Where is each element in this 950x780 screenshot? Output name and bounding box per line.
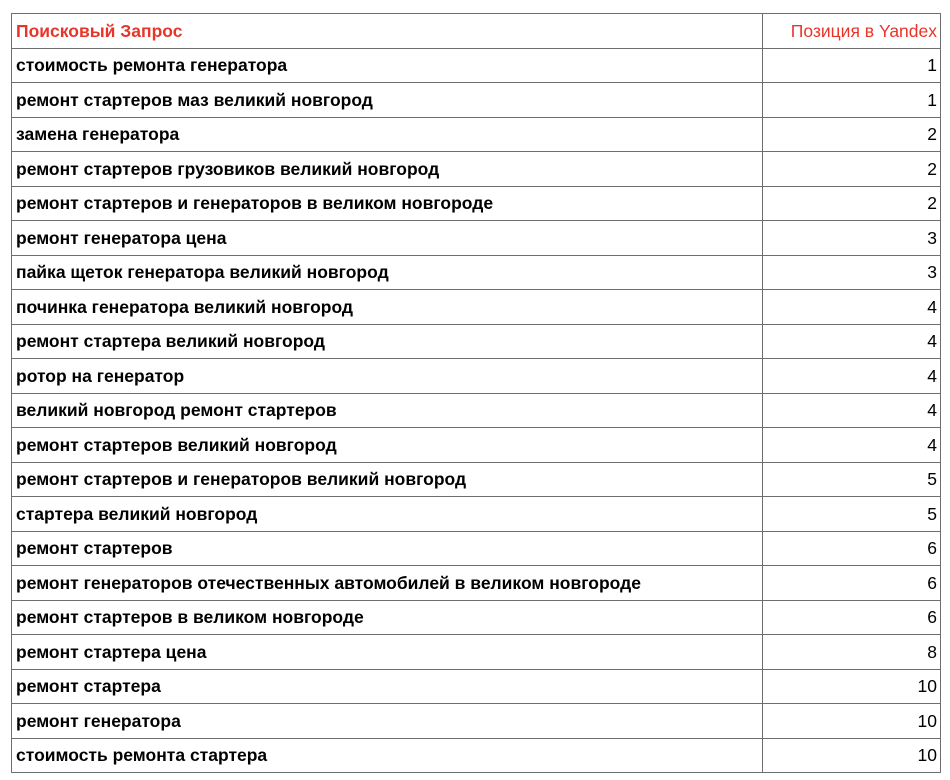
table-row xyxy=(12,117,941,152)
rankings-table xyxy=(11,13,941,773)
query-cell: великий новгород ремонт стартеров xyxy=(12,393,763,428)
position-cell: 4 xyxy=(763,324,941,359)
query-cell: стартера великий новгород xyxy=(12,497,763,532)
table-row xyxy=(12,255,941,290)
header-query-cell: Поисковый Запрос xyxy=(12,14,763,49)
table-row xyxy=(12,566,941,601)
table-row xyxy=(12,48,941,83)
rankings-table-container xyxy=(11,13,941,773)
position-cell: 4 xyxy=(763,359,941,394)
table-row xyxy=(12,704,941,739)
table-row xyxy=(12,359,941,394)
position-cell: 10 xyxy=(763,704,941,739)
position-cell: 1 xyxy=(763,83,941,118)
position-cell: 2 xyxy=(763,152,941,187)
table-row xyxy=(12,669,941,704)
query-cell: ротор на генератор xyxy=(12,359,763,394)
table-row xyxy=(12,497,941,532)
position-cell: 2 xyxy=(763,117,941,152)
query-cell: ремонт стартеров xyxy=(12,531,763,566)
table-row xyxy=(12,324,941,359)
position-cell: 10 xyxy=(763,738,941,773)
table-row xyxy=(12,462,941,497)
query-cell: ремонт генератора xyxy=(12,704,763,739)
query-cell: стоимость ремонта генератора xyxy=(12,48,763,83)
table-row xyxy=(12,152,941,187)
position-cell: 1 xyxy=(763,48,941,83)
table-row xyxy=(12,221,941,256)
table-row xyxy=(12,738,941,773)
table-header-row xyxy=(12,14,941,49)
table-row xyxy=(12,393,941,428)
position-cell: 3 xyxy=(763,255,941,290)
query-cell: ремонт стартеров и генераторов великий новгород xyxy=(12,462,763,497)
position-cell: 6 xyxy=(763,531,941,566)
position-cell: 6 xyxy=(763,600,941,635)
table-row xyxy=(12,186,941,221)
position-cell: 3 xyxy=(763,221,941,256)
query-cell: ремонт стартера xyxy=(12,669,763,704)
position-cell: 5 xyxy=(763,497,941,532)
header-position-cell: Позиция в Yandex xyxy=(763,14,941,49)
table-row xyxy=(12,428,941,463)
position-cell: 6 xyxy=(763,566,941,601)
query-cell: стоимость ремонта стартера xyxy=(12,738,763,773)
query-cell: замена генератора xyxy=(12,117,763,152)
rankings-table-body xyxy=(12,14,941,773)
query-cell: ремонт генераторов отечественных автомобилей в великом новгороде xyxy=(12,566,763,601)
position-cell: 4 xyxy=(763,428,941,463)
query-cell: ремонт стартеров великий новгород xyxy=(12,428,763,463)
query-cell: ремонт стартеров грузовиков великий новгород xyxy=(12,152,763,187)
table-row xyxy=(12,290,941,325)
query-cell: пайка щеток генератора великий новгород xyxy=(12,255,763,290)
position-cell: 8 xyxy=(763,635,941,670)
position-cell: 4 xyxy=(763,290,941,325)
position-cell: 10 xyxy=(763,669,941,704)
query-cell: ремонт стартеров маз великий новгород xyxy=(12,83,763,118)
table-row xyxy=(12,83,941,118)
table-row xyxy=(12,600,941,635)
query-cell: ремонт стартера цена xyxy=(12,635,763,670)
query-cell: ремонт стартеров в великом новгороде xyxy=(12,600,763,635)
position-cell: 4 xyxy=(763,393,941,428)
position-cell: 5 xyxy=(763,462,941,497)
query-cell: починка генератора великий новгород xyxy=(12,290,763,325)
query-cell: ремонт стартеров и генераторов в великом новгороде xyxy=(12,186,763,221)
query-cell: ремонт генератора цена xyxy=(12,221,763,256)
position-cell: 2 xyxy=(763,186,941,221)
table-row xyxy=(12,531,941,566)
table-row xyxy=(12,635,941,670)
query-cell: ремонт стартера великий новгород xyxy=(12,324,763,359)
